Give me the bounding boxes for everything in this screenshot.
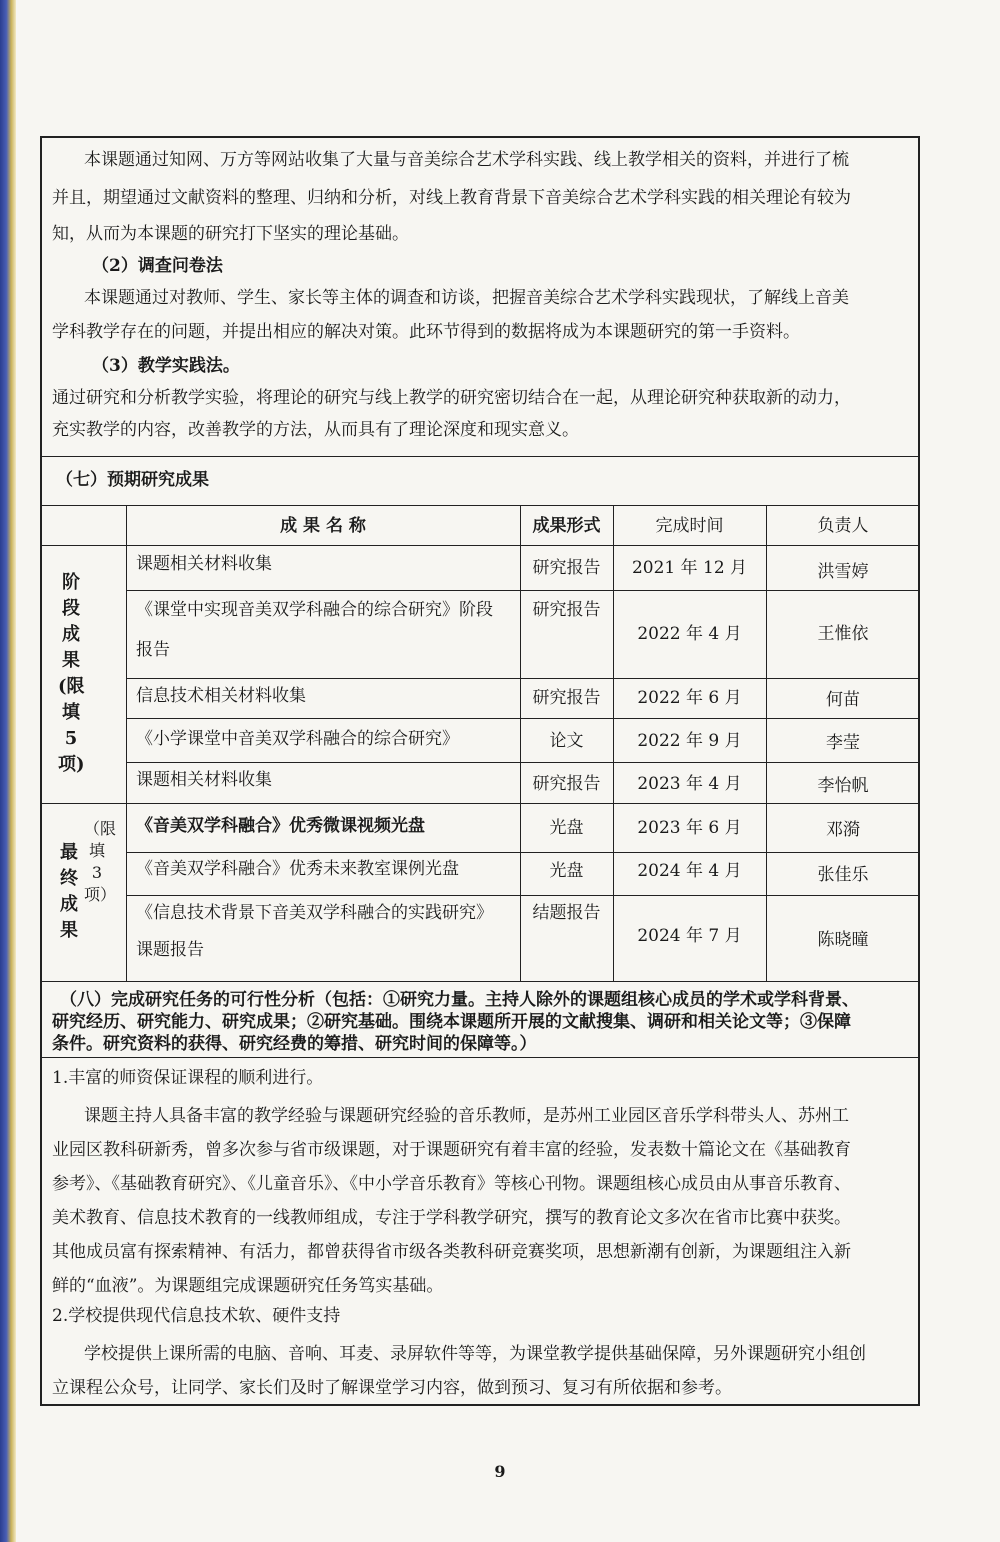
table-row-divider <box>126 590 920 591</box>
section8-p2-line2: 立课程公众号，让同学、家长们及时了解课堂学习内容，做到预习、复习有所依据和参考。 <box>52 1378 732 1398</box>
header-form: 成果形式 <box>532 516 601 536</box>
table-row-divider <box>40 545 920 546</box>
row2-name-line2: 报告 <box>136 640 170 660</box>
page-number: 9 <box>494 1462 506 1481</box>
row6-time: 2023 年 6 月 <box>637 818 742 838</box>
row4-name: 《小学课堂中音美双学科融合的综合研究》 <box>136 729 459 749</box>
row1-time: 2021 年 12 月 <box>631 558 748 578</box>
section7-title: （七）预期研究成果 <box>56 470 209 490</box>
row8-form: 结题报告 <box>532 903 601 923</box>
row1-person: 洪雪婷 <box>817 562 869 582</box>
row6-form: 光盘 <box>549 818 584 838</box>
methods-p2-line1: 本课题通过对教师、学生、家长等主体的调查和访谈，把握音美综合艺术学科实践现状，了解线上音美 <box>84 288 849 308</box>
section8-p1-line2: 业园区教科研新秀，曾多次参与省市级课题，对于课题研究有着丰富的经验，发表数十篇论文在《基础教育 <box>52 1140 851 1160</box>
table-row-divider <box>126 895 920 896</box>
methods-p3-line1: 通过研究和分析教学实验，将理论的研究与线上教学的研究密切结合在一起，从理论研究种获取新的动力， <box>52 388 851 408</box>
table-row-divider <box>126 718 920 719</box>
section8-heading-2: 2.学校提供现代信息技术软、硬件支持 <box>52 1306 341 1326</box>
row7-name: 《音美双学科融合》优秀未来教室课例光盘 <box>136 859 459 879</box>
final-results-note: （限填3项） <box>84 819 117 904</box>
row8-person: 陈晓曈 <box>817 930 869 950</box>
table-row-divider <box>40 803 920 804</box>
section8-title-line3: 条件。研究资料的获得、研究经费的筹措、研究时间的保障等。） <box>52 1034 537 1054</box>
row5-time: 2023 年 4 月 <box>637 774 742 794</box>
row8-name-line2: 课题报告 <box>136 940 204 960</box>
header-person: 负责人 <box>817 516 869 536</box>
divider <box>40 456 920 457</box>
row3-person: 何苗 <box>826 690 860 710</box>
methods-heading-2: （2）调查问卷法 <box>92 256 223 276</box>
row2-time: 2022 年 4 月 <box>637 624 742 644</box>
row1-name: 课题相关材料收集 <box>136 554 272 574</box>
divider <box>40 1057 920 1058</box>
header-name: 成 果 名 称 <box>280 516 366 536</box>
table-row-divider <box>126 852 920 853</box>
header-time: 完成时间 <box>655 516 724 536</box>
row3-name: 信息技术相关材料收集 <box>136 686 306 706</box>
row7-form: 光盘 <box>549 861 584 881</box>
stage-results-label: 阶段成果(限填5项) <box>58 572 85 775</box>
table-row-divider <box>126 678 920 679</box>
row4-person: 李莹 <box>826 733 860 753</box>
section8-title-line1: （八）完成研究任务的可行性分析（包括：①研究力量。主持人除外的课题组核心成员的学术或学科背景、 <box>60 990 859 1010</box>
section8-p1-line1: 课题主持人具备丰富的教学经验与课题研究经验的音乐教师，是苏州工业园区音乐学科带头人、苏州工 <box>84 1106 849 1126</box>
section8-p1-line4: 美术教育、信息技术教育的一线教师组成，专注于学科教学研究，撰写的教育论文多次在省市比赛中获奖。 <box>52 1208 851 1228</box>
row2-person: 王惟依 <box>817 624 869 644</box>
section8-p2-line1: 学校提供上课所需的电脑、音响、耳麦、录屏软件等等，为课堂教学提供基础保障，另外课题研究小组创 <box>84 1344 866 1364</box>
methods-p1-line1: 本课题通过知网、万方等网站收集了大量与音美综合艺术学科实践、线上教学相关的资料，并进行了梳 <box>84 150 849 170</box>
table-row-divider <box>126 762 920 763</box>
methods-p1-line2: 并且，期望通过文献资料的整理、归纳和分析，对线上教育背景下音美综合艺术学科实践的相关理论有较为 <box>52 188 851 208</box>
section8-p1-line5: 其他成员富有探索精神、有活力，都曾获得省市级各类教科研竞赛奖项，思想新潮有创新，为课题组注入新 <box>52 1242 851 1262</box>
row5-name: 课题相关材料收集 <box>136 770 272 790</box>
row2-form: 研究报告 <box>532 600 601 620</box>
table-row-divider <box>40 981 920 982</box>
methods-p3-line2: 充实教学的内容，改善教学的方法，从而具有了理论深度和现实意义。 <box>52 420 579 440</box>
row3-form: 研究报告 <box>532 688 601 708</box>
binder-edge <box>0 0 16 1542</box>
methods-heading-3: （3）教学实践法。 <box>92 356 240 376</box>
row5-person: 李怡帆 <box>817 776 869 796</box>
final-results-label: 最终成果 <box>60 842 78 941</box>
methods-p2-line2: 学科教学存在的问题，并提出相应的解决对策。此环节得到的数据将成为本课题研究的第一手资料。 <box>52 322 800 342</box>
row3-time: 2022 年 6 月 <box>637 688 742 708</box>
row5-form: 研究报告 <box>532 774 601 794</box>
row7-person: 张佳乐 <box>817 865 869 885</box>
row6-name: 《音美双学科融合》优秀微课视频光盘 <box>136 816 425 836</box>
row7-time: 2024 年 4 月 <box>637 861 742 881</box>
row6-person: 邓漪 <box>826 820 860 840</box>
section8-p1-line6: 鲜的“血液”。为课题组完成课题研究任务笃实基础。 <box>52 1276 444 1296</box>
row2-name-line1: 《课堂中实现音美双学科融合的综合研究》阶段 <box>136 600 493 620</box>
row4-form: 论文 <box>549 731 584 751</box>
row1-form: 研究报告 <box>532 558 601 578</box>
row4-time: 2022 年 9 月 <box>637 731 742 751</box>
section8-title-line2: 研究经历、研究能力、研究成果；②研究基础。围绕本课题所开展的文献搜集、调研和相关论文等；③保障 <box>52 1012 851 1032</box>
section8-p1-line3: 参考》、《基础教育研究》、《儿童音乐》、《中小学音乐教育》等核心刊物。课题组核心成员由从事音乐教育、 <box>52 1174 851 1194</box>
section8-heading-1: 1.丰富的师资保证课程的顺利进行。 <box>52 1068 324 1088</box>
row8-name-line1: 《信息技术背景下音美双学科融合的实践研究》 <box>136 903 493 923</box>
methods-p1-line3: 知，从而为本课题的研究打下坚实的理论基础。 <box>52 224 409 244</box>
divider <box>40 505 920 506</box>
table-col-divider <box>126 505 127 981</box>
row8-time: 2024 年 7 月 <box>637 926 742 946</box>
